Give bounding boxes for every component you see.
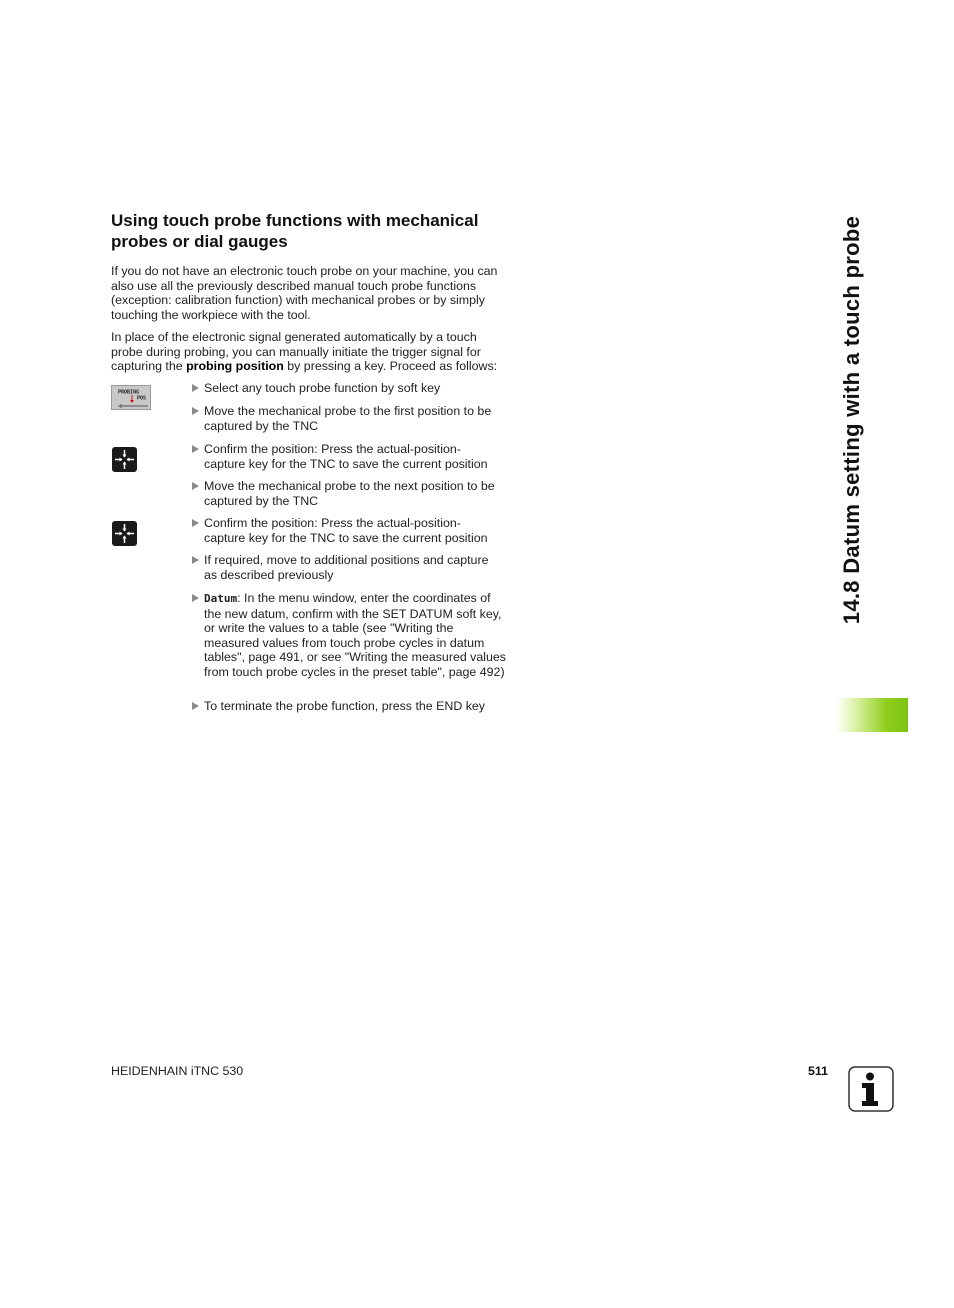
step-arrow-icon [192, 702, 199, 710]
step-confirm-position: Confirm the position: Press the actual-position- capture key for the TNC to save the current position [192, 442, 510, 471]
actual-position-capture-key[interactable] [112, 447, 137, 472]
chapter-tab-marker [836, 698, 908, 732]
softkey-label-line1: PROBING [118, 389, 140, 396]
step-additional-positions: If required, move to additional positions and capture as described previously [192, 553, 510, 582]
step-arrow-icon [192, 482, 199, 490]
step-arrow-icon [192, 594, 199, 602]
step-select-function: Select any touch probe function by soft key [192, 381, 510, 396]
footer-product-name: HEIDENHAIN iTNC 530 [111, 1064, 244, 1078]
page-number: 511 [808, 1064, 828, 1078]
step-arrow-icon [192, 445, 199, 453]
step-terminate: To terminate the probe function, press the END key [192, 699, 510, 714]
section-heading: Using touch probe functions with mechanical probes or dial gauges [111, 211, 479, 251]
probing-pos-softkey[interactable] [111, 385, 151, 410]
step-arrow-icon [192, 519, 199, 527]
crosshair-icon [112, 447, 137, 472]
step-move-first-position: Move the mechanical probe to the first position to be captured by the TNC [192, 404, 510, 433]
datum-softkey-label: Datum [204, 592, 238, 605]
step-arrow-icon [192, 384, 199, 392]
intro-paragraph: If you do not have an electronic touch probe on your machine, you can also use all the previously described manual touch probe functions (exception: calibration function) with mechanical probes or by simply touching the workpiece with the tool. [111, 264, 498, 322]
step-arrow-icon [192, 407, 199, 415]
softkey-label-line2: POS [137, 395, 147, 402]
step-move-next-position: Move the mechanical probe to the next position to be captured by the TNC [192, 479, 510, 508]
step-datum: Datum: In the menu window, enter the coordinates of the new datum, confirm with the SET DATUM soft key, or write the values to a table (see "Writing the measured values from touch probe cycles in datum tables", page 491, or see "Writing the measured values from touch probe cycles in the preset table", page 492) [192, 591, 510, 679]
info-icon [848, 1066, 894, 1112]
procedure-paragraph: In place of the electronic signal generated automatically by a touch probe during probing, you can manually initiate the trigger signal for capturing the probing position by pressing a key. Proceed as follows: [111, 330, 498, 373]
actual-position-capture-key-2[interactable] [112, 521, 137, 546]
step-confirm-position-2: Confirm the position: Press the actual-position- capture key for the TNC to save the current position [192, 516, 510, 545]
step-arrow-icon [192, 556, 199, 564]
crosshair-icon [112, 521, 137, 546]
probing-pos-softkey-graphic [112, 386, 152, 411]
emphasis-probing-position: probing position [186, 359, 284, 373]
